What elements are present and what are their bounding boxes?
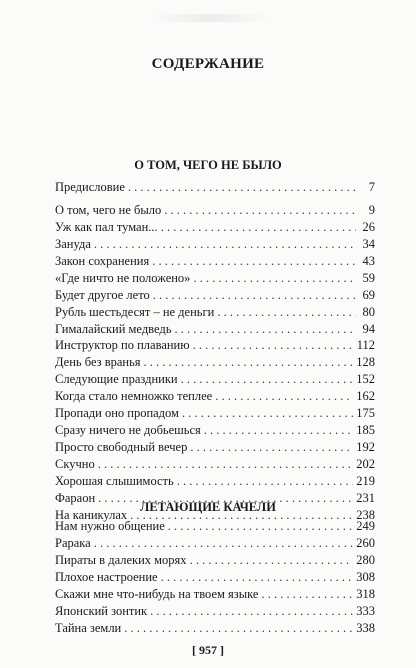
entry-page: 7 [368,180,375,194]
toc-entry [55,518,375,535]
dot-leader [174,321,356,338]
entry-page: 185 [356,423,375,438]
entry-title: Хорошая слышимость [55,473,174,488]
section-two-entries [55,518,375,637]
entry-title: Закон сохранения [55,253,150,268]
toc-entry [55,270,375,287]
toc-entry [55,236,375,253]
entry-title: Скучно [55,457,95,471]
dot-leader [94,236,356,253]
toc-entry [55,354,375,371]
entry-page: 231 [356,490,375,505]
dot-leader [161,569,354,586]
dot-leader [204,422,353,439]
entry-page: 202 [356,457,375,471]
entry-title: О том, чего не было [55,202,162,217]
toc-entry [55,388,375,405]
entry-page: 338 [356,620,375,635]
entry-title: Инструктор по плаванию [55,338,190,353]
toc-entry [55,620,375,637]
dot-leader [217,304,356,321]
entry-page: 128 [356,355,375,370]
dot-leader [153,287,356,304]
section-one-entries [55,179,375,524]
entry-page: 280 [356,552,375,567]
dot-leader [150,603,353,620]
toc-entry [55,586,375,603]
dot-leader [181,371,354,388]
entry-title: Гималайский медведь [55,321,172,336]
entry-title: Следующие праздники [55,372,178,387]
toc-entry [55,253,375,270]
entry-page: 333 [356,603,375,618]
dot-leader [215,388,353,405]
entry-title: Фараон [55,490,96,505]
dot-leader [190,439,353,456]
toc-entry [55,535,375,552]
entry-page: 175 [356,406,375,421]
dot-leader [182,405,353,422]
entry-title: Зануда [55,236,91,251]
entry-page: 34 [362,236,375,251]
entry-title: День без вранья [55,355,141,370]
entry-title: Сразу ничего не добьешься [55,423,201,438]
toc-entry [55,219,375,236]
dot-leader [161,219,356,236]
toc-entry [55,202,375,219]
entry-page: 152 [356,372,375,387]
contents-heading: СОДЕРЖАНИЕ [151,56,265,72]
toc-entry [55,552,375,569]
dot-leader [164,202,356,219]
toc-entry [55,179,375,196]
entry-title: Уж как пал туман... [55,219,158,234]
toc-entry [55,405,375,422]
entry-page: 26 [362,219,375,234]
entry-title: Скажи мне что-нибудь на твоем языке [55,586,259,601]
dot-leader [261,586,353,603]
entry-title: Будет другое лето [55,287,150,302]
entry-title: Пираты в далеких морях [55,552,187,567]
entry-page: 192 [356,440,375,455]
entry-page: 94 [362,321,375,336]
entry-title: Просто свободный вечер [55,440,188,455]
toc-entry [55,569,375,586]
entry-title: Пропади оно пропадом [55,406,179,421]
dot-leader [98,456,354,473]
entry-page: 9 [368,202,375,217]
entry-page: 308 [356,569,375,584]
toc-entry [55,456,375,473]
toc-entry [55,321,375,338]
entry-page: 238 [356,507,375,522]
entry-page: 112 [356,338,375,353]
entry-page: 43 [362,253,375,268]
dot-leader [152,253,356,270]
entry-title: Японский зонтик [55,603,148,618]
entry-title: Нам нужно общение [55,519,165,533]
toc-entry [55,304,375,321]
section-title-two: ЛЕТАЮЩИЕ КАЧЕЛИ [140,500,276,514]
entry-title: Плохое настроение [55,569,158,584]
dot-leader [190,552,354,569]
dot-leader [124,620,353,637]
toc-entry [55,439,375,456]
dot-leader [144,354,354,371]
bleed-through-header [150,14,270,22]
entry-page: 249 [356,519,375,533]
toc-entry [55,603,375,620]
entry-page: 80 [362,304,375,319]
toc-entry [55,371,375,388]
entry-page: 59 [362,270,375,285]
dot-leader [168,518,353,535]
entry-title: Рубль шестьдесят – не деньги [55,304,215,319]
section-title-one: О ТОМ, ЧЕГО НЕ БЫЛО [134,158,282,172]
entry-page: 69 [362,287,375,302]
entry-page: 318 [356,586,375,601]
dot-leader [94,535,354,552]
dot-leader [128,179,356,196]
entry-title: На каникулах [55,507,128,522]
entry-page: 260 [356,535,375,550]
toc-entry [55,287,375,304]
dot-leader [177,473,354,490]
entry-title: «Где ничто не положено» [55,270,191,285]
dot-leader [193,337,354,354]
entry-title: Рарака [55,535,91,550]
entry-title: Тайна земли [55,620,122,635]
page-number: [ 957 ] [192,643,224,657]
toc-entry [55,337,375,354]
toc-entry [55,422,375,439]
entry-page: 162 [356,389,375,404]
toc-entry [55,473,375,490]
entry-title: Когда стало немножко теплее [55,389,213,404]
entry-page: 219 [356,473,375,488]
dot-leader [193,270,356,287]
entry-title: Предисловие [55,180,125,194]
